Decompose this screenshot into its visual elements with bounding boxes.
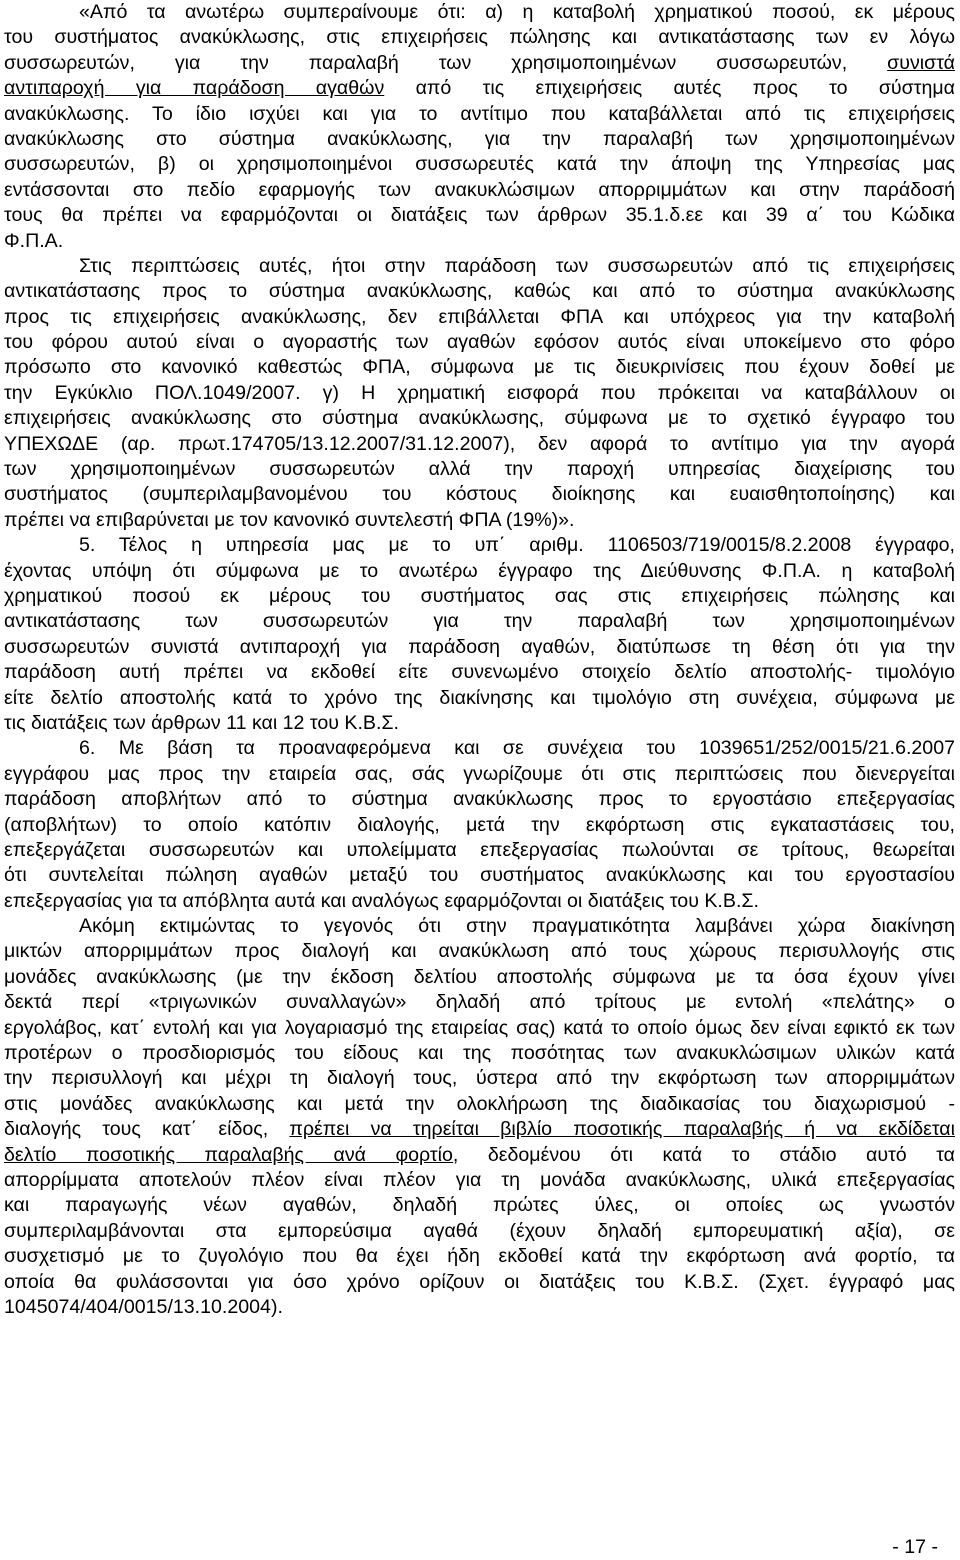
document-body [4, 0, 955, 1320]
text-span: 1045074/404/0015/13.10.2004). [4, 1295, 283, 1318]
text-span: την περισυλλογή και μέχρι τη διαλογή τους, ύστερα από την εκφόρτωση των απορριμμάτων [4, 1067, 955, 1090]
text-span: και παραγωγής νέων αγαθών, δηλαδή πρώτες ύλες, οι οποίες ως γνωστόν [4, 1194, 955, 1217]
text-line [4, 762, 955, 787]
text-line [4, 229, 955, 254]
text-span: προτέρων ο προσδιορισμός του είδους και της ποσότητας των ανακυκλώσιμων υλικών κατά [4, 1042, 955, 1065]
text-line [4, 686, 955, 711]
text-span: έχοντας υπόψη ότι σύμφωνα με το ανωτέρω έγγραφο της Διεύθυνσης Φ.Π.Α. η καταβολή [4, 559, 955, 582]
text-line [4, 965, 955, 990]
text-span: προς τις επιχειρήσεις ανακύκλωσης, δεν επιβάλλεται ΦΠΑ και υπόχρεος για την καταβολή [4, 305, 955, 328]
text-line [4, 584, 955, 609]
text-line [4, 939, 955, 964]
text-line [4, 559, 955, 584]
text-line [4, 1143, 955, 1168]
text-span: ΥΠΕΧΩΔΕ (αρ. πρωτ.174705/13.12.2007/31.12.2007), δεν αφορά το αντίτιμο για την αγορά [4, 432, 955, 455]
text-line [4, 838, 955, 863]
text-span: Στις περιπτώσεις αυτές, ήτοι στην παράδοση των συσσωρευτών από τις επιχειρήσεις [79, 254, 955, 277]
text-line [4, 1270, 955, 1295]
text-span: συστήματος (συμπεριλαμβανομένου του κόστους διοίκησης και ευαισθητοποίησης) και [4, 483, 955, 506]
text-span: Ακόμη εκτιμώντας το γεγονός ότι στην πραγματικότητα λαμβάνει χώρα διακίνηση [79, 915, 955, 938]
text-span: οποία θα φυλάσσονται για όσο χρόνο ορίζουν οι διατάξεις του Κ.Β.Σ. (Σχετ. έγγραφό μας [4, 1270, 955, 1293]
text-span: από τις επιχειρήσεις αυτές προς το σύστημα [384, 77, 955, 100]
text-line [4, 1193, 955, 1218]
text-line [4, 1016, 955, 1041]
text-span: επεξεργάζεται συσσωρευτών και υπολείμματα επεξεργασίας πωλούνται σε τρίτους, θεωρείται [4, 838, 955, 861]
text-span: ότι συντελείται πώληση αγαθών μεταξύ του συστήματος ανακύκλωσης και του εργοστασίου [4, 864, 955, 887]
text-span: συμπεριλαμβάνονται στα εμπορεύσιμα αγαθά (έχουν δηλαδή εμπορευματική αξία), σε [4, 1219, 955, 1242]
text-span: εγγράφου μας προς την εταιρεία σας, σάς γνωρίζουμε ότι στις περιπτώσεις που διενεργείται [4, 762, 955, 785]
text-line [4, 1092, 955, 1117]
text-span: επεξεργασίας για τα απόβλητα αυτά και αναλόγως εφαρμόζονται οι διατάξεις του Κ.Β.Σ. [4, 889, 759, 912]
text-line [4, 152, 955, 177]
text-line [4, 432, 955, 457]
text-line [4, 813, 955, 838]
text-span: του φόρου αυτού είναι ο αγοραστής των αγαθών εφόσον αυτός είναι υποκείμενο στο φόρο [4, 331, 955, 354]
text-line [4, 635, 955, 660]
text-line [4, 279, 955, 304]
text-span: στις μονάδες ανακύκλωσης και μετά την ολοκλήρωση της διαδικασίας του διαχωρισμού - [4, 1092, 955, 1115]
text-span: παράδοση αυτή πρέπει να εκδοθεί είτε συνενωμένο στοιχείο δελτίο αποστολής- τιμολόγιο [4, 661, 955, 684]
text-line [4, 914, 955, 939]
text-span: εντάσσονται στο πεδίο εφαρμογής των ανακυκλώσιμων απορριμμάτων και στην παράδοσή [4, 178, 955, 201]
text-span: πρέπει να επιβαρύνεται με τον κανονικό συντελεστή ΦΠΑ (19%)». [4, 508, 575, 531]
text-line [4, 736, 955, 761]
text-line [4, 305, 955, 330]
text-span: συσσωρευτών, β) οι χρησιμοποιημένοι συσσωρευτές κατά την άποψη της Υπηρεσίας μας [4, 153, 955, 176]
text-line [4, 25, 955, 50]
text-line [4, 711, 955, 736]
text-line [4, 1066, 955, 1091]
text-span: 5. Τέλος η υπηρεσία μας με το υπ΄ αριθμ. 1106503/719/0015/8.2.2008 έγγραφο, [79, 534, 955, 557]
text-line [4, 203, 955, 228]
text-span: επιχειρήσεις ανακύκλωσης στο σύστημα ανακύκλωσης, σύμφωνα με το σχετικό έγγραφο του [4, 407, 955, 430]
text-line [4, 609, 955, 634]
text-line [4, 254, 955, 279]
text-line [4, 787, 955, 812]
text-span: συσσωρευτών, για την παραλαβή των χρησιμοποιημένων συσσωρευτών, [4, 51, 888, 74]
text-line [4, 178, 955, 203]
text-line [4, 482, 955, 507]
text-span: τους θα πρέπει να εφαρμόζονται οι διατάξεις των άρθρων 35.1.δ.εε και 39 α΄ του Κώδικα [4, 204, 955, 227]
text-line [4, 330, 955, 355]
text-span: δεδομένου ότι κατά το στάδιο αυτό τα [458, 1143, 955, 1166]
text-span: συσχετισμό με το ζυγολόγιο που θα έχει ήδη εκδοθεί κατά την εκφόρτωση ανά φορτίο, τα [4, 1245, 955, 1268]
text-span: Φ.Π.Α. [4, 229, 64, 252]
text-span: των χρησιμοποιημένων συσσωρευτών αλλά την παροχή υπηρεσίας διαχείρισης του [4, 458, 955, 481]
underlined-text: συνιστά [887, 51, 955, 74]
text-line [4, 457, 955, 482]
text-line [4, 889, 955, 914]
text-span: συσσωρευτών συνιστά αντιπαροχή για παράδοση αγαθών, διατύπωσε τη θέση ότι για την [4, 635, 955, 658]
text-span: παράδοση αποβλήτων από το σύστημα ανακύκλωσης προς το εργοστάσιο επεξεργασίας [4, 788, 955, 811]
text-span: την Εγκύκλιο ΠΟΛ.1049/2007. γ) Η χρηματική εισφορά που πρόκειται να καταβάλλουν οι [4, 381, 955, 404]
text-line [4, 102, 955, 127]
text-span: πρόσωπο στο κανονικό καθεστώς ΦΠΑ, σύμφωνα με τις διευκρινίσεις που έχουν δοθεί με [4, 356, 955, 379]
text-line [4, 1041, 955, 1066]
text-span: διαλογής τους κατ΄ είδος, [4, 1118, 290, 1141]
text-span: χρηματικού ποσού εκ μέρους του συστήματος σας στις επιχειρήσεις πώλησης και [4, 584, 955, 607]
underlined-text: πρέπει να τηρείται βιβλίο ποσοτικής παραλαβής ή να εκδίδεται [289, 1118, 955, 1141]
text-line [4, 1244, 955, 1269]
text-line [4, 355, 955, 380]
text-line [4, 508, 955, 533]
underlined-text: δελτίο ποσοτικής παραλαβής ανά φορτίο, [4, 1143, 459, 1166]
text-line [4, 863, 955, 888]
text-span: του συστήματος ανακύκλωσης, στις επιχειρήσεις πώλησης και αντικατάστασης των εν λόγω [4, 26, 955, 49]
text-line [4, 127, 955, 152]
text-span: δεκτά περί «τριγωνικών συναλλαγών» δηλαδή από τρίτους με εντολή «πελάτης» ο [4, 991, 955, 1014]
text-line [4, 990, 955, 1015]
underlined-text: αντιπαροχή για παράδοση αγαθών [4, 77, 385, 100]
text-span: τις διατάξεις των άρθρων 11 και 12 του Κ.Β.Σ. [4, 711, 399, 734]
text-line [4, 0, 955, 25]
text-line [4, 381, 955, 406]
text-line [4, 1219, 955, 1244]
text-span: εργολάβος, κατ΄ εντολή και για λογαριασμό της εταιρείας σας) κατά το οποίο όμως δεν είναι εφικτό εκ των [4, 1016, 955, 1039]
text-span: αντικατάστασης προς το σύστημα ανακύκλωσης, καθώς και από το σύστημα ανακύκλωσης [4, 280, 955, 303]
text-span: ανακύκλωσης στο σύστημα ανακύκλωσης, για την παραλαβή των χρησιμοποιημένων [4, 127, 955, 150]
text-span: μικτών απορριμμάτων προς διαλογή και ανακύκλωση από τους χώρους περισυλλογής στις [4, 940, 955, 963]
text-span: (αποβλήτων) το οποίο κατόπιν διαλογής, μετά την εκφόρτωση στις εγκαταστάσεις του, [4, 813, 955, 836]
text-line [4, 533, 955, 558]
text-span: 6. Με βάση τα προαναφερόμενα και σε συνέχεια του 1039651/252/0015/21.6.2007 [79, 737, 955, 760]
text-span: ανακύκλωσης. Το ίδιο ισχύει και για το αντίτιμο που καταβάλλεται από τις επιχειρήσεις [4, 102, 955, 125]
text-line [4, 51, 955, 76]
text-line [4, 406, 955, 431]
text-line [4, 1168, 955, 1193]
text-line [4, 1295, 955, 1320]
text-line [4, 76, 955, 101]
text-line [4, 660, 955, 685]
page-number: - 17 - [892, 1536, 938, 1558]
text-span: «Από τα ανωτέρω συμπεραίνουμε ότι: α) η καταβολή χρηματικού ποσού, εκ μέρους [79, 1, 955, 23]
text-span: είτε δελτίο αποστολής κατά το χρόνο της διακίνησης και τιμολόγιο στη συνέχεια, σύμφωνα με [4, 686, 955, 709]
text-span: μονάδες ανακύκλωσης (με την έκδοση δελτίου αποστολής σύμφωνα με τα όσα έχουν γίνει [4, 965, 955, 988]
text-span: αντικατάστασης των συσσωρευτών για την παραλαβή των χρησιμοποιημένων [4, 610, 955, 633]
text-line [4, 1117, 955, 1142]
text-span: απορρίμματα αποτελούν πλέον είναι πλέον για τη μονάδα ανακύκλωσης, υλικά επεξεργασίας [4, 1168, 955, 1191]
